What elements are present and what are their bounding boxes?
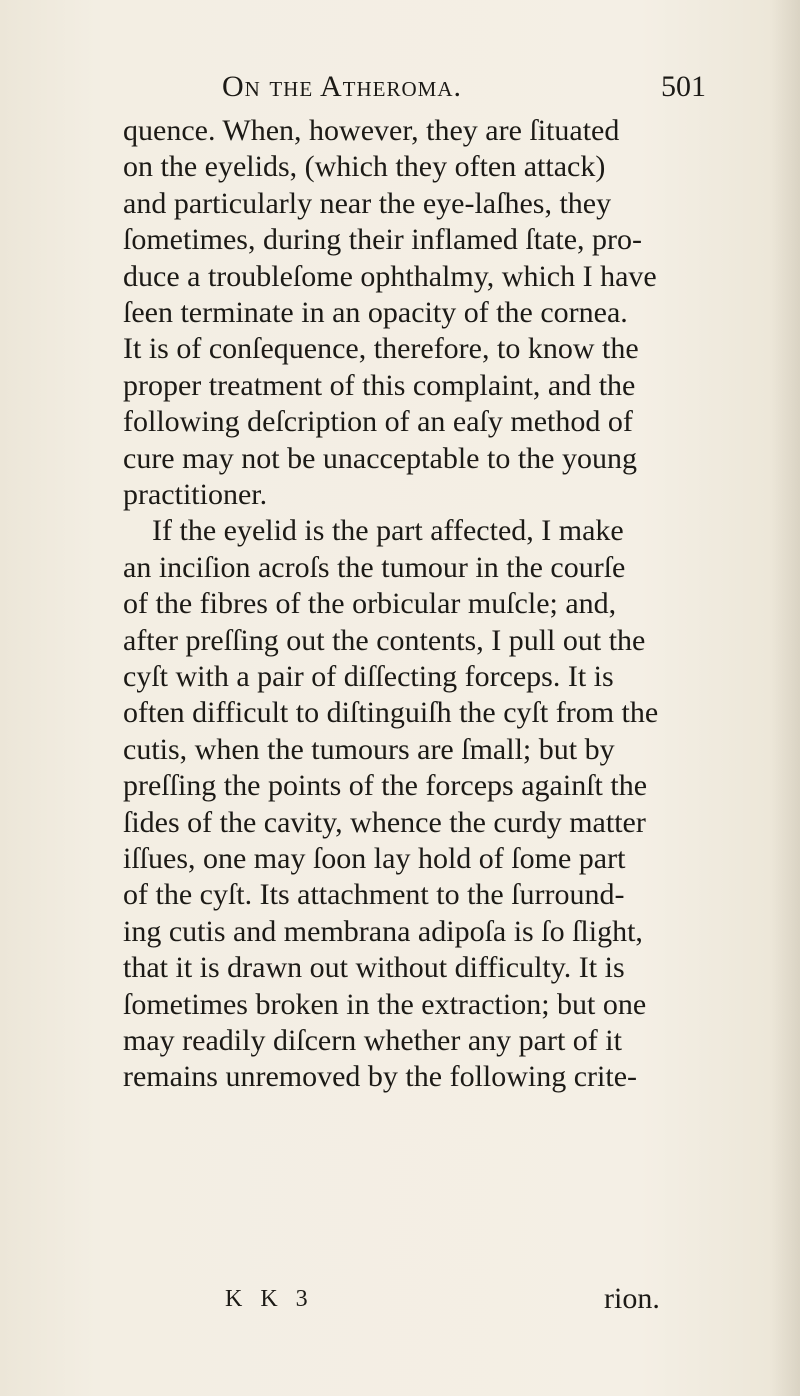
signature-mark: K K 3 (225, 1286, 314, 1312)
text-line: ſides of the cavity, whence the curdy matter (123, 805, 646, 839)
text-line: proper treatment of this complaint, and the (123, 368, 636, 402)
page-edge-shadow (770, 0, 800, 1396)
text-line: ing cutis and membrana adipoſa is ſo ſlight, (123, 914, 643, 948)
page-header (0, 68, 800, 116)
catchword: rion. (604, 1282, 660, 1315)
text-line: practitioner. (123, 478, 268, 511)
text-line: following deſcription of an eaſy method of (123, 405, 633, 439)
running-title: On the Atheroma. (222, 70, 462, 103)
text-line: of the cyſt. Its attachment to the ſurround- (123, 878, 625, 912)
text-line: cyſt with a pair of diſſecting forceps. It is (123, 660, 614, 693)
text-line: often difficult to diſtinguiſh the cyſt from the (123, 696, 659, 730)
text-line: ſometimes, during their inflamed ſtate, pro- (123, 223, 643, 257)
text-line: ſometimes broken in the extraction; but one (123, 987, 647, 1021)
text-line: that it is drawn out without difficulty. It is (123, 951, 625, 985)
text-line: If the eyelid is the part affected, I make (152, 514, 624, 548)
text-line: duce a troubleſome ophthalmy, which I have (123, 259, 657, 293)
text-line: remains unremoved by the following crite- (123, 1060, 638, 1094)
text-line: on the eyelids, (which they often attack) (123, 150, 606, 184)
text-line: cutis, when the tumours are ſmall; but by (123, 732, 615, 766)
text-line: iſſues, one may ſoon lay hold of ſome part (123, 842, 626, 875)
text-line: of the fibres of the orbicular muſcle; and, (123, 587, 617, 621)
text-line: after preſſing out the contents, I pull out the (123, 623, 646, 657)
text-line: ſeen terminate in an opacity of the cornea. (123, 296, 628, 329)
text-line: It is of conſequence, therefore, to know the (123, 332, 639, 366)
text-line: preſſing the points of the forceps againſt the (123, 769, 648, 803)
text-line: and particularly near the eye-laſhes, they (123, 186, 612, 220)
text-line: cure may not be unacceptable to the young (123, 441, 637, 475)
text-line: may readily diſcern whether any part of it (123, 1024, 622, 1057)
page-number: 501 (661, 70, 706, 103)
page-footer (0, 1282, 800, 1322)
text-line: quence. When, however, they are ſituated (123, 114, 620, 147)
text-line: an inciſion acroſs the tumour in the courſe (123, 550, 626, 584)
